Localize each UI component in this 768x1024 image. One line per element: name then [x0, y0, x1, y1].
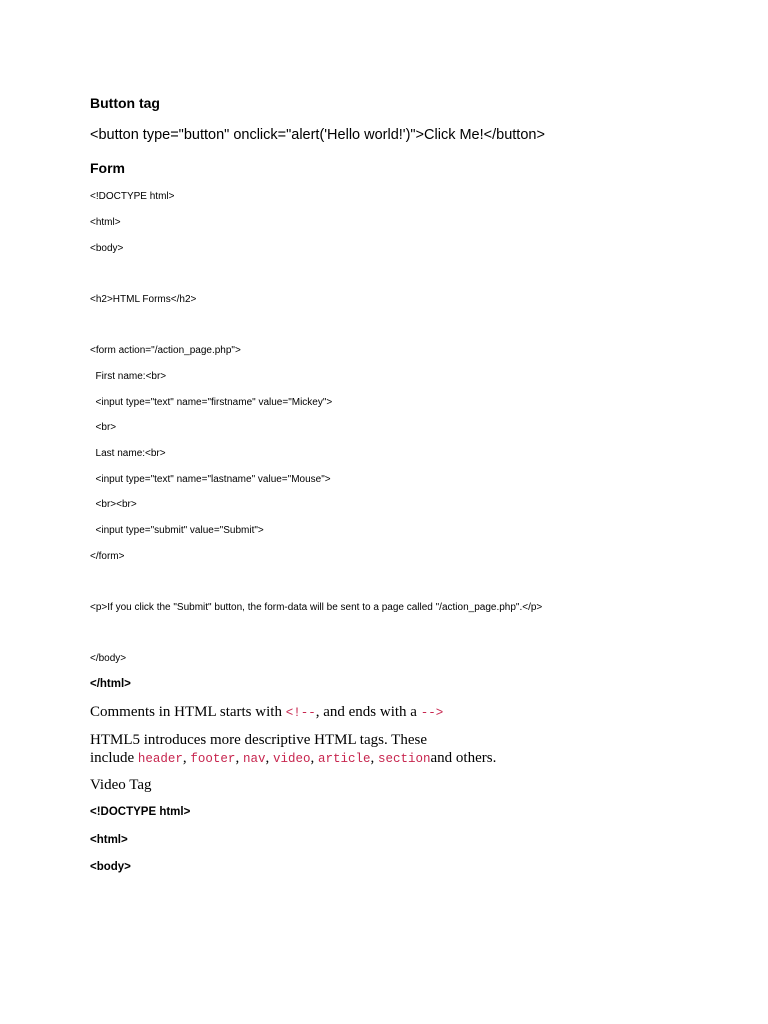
form-code-line: First name:<br>	[90, 371, 167, 382]
html5-suffix: and others.	[430, 750, 497, 766]
form-code-line: <br><br>	[90, 499, 137, 510]
html5-sentence-line2	[90, 750, 496, 767]
form-code-line: </form>	[90, 551, 125, 562]
video-code-line: <body>	[90, 861, 131, 873]
tag-separator: ,	[182, 750, 191, 766]
form-heading: Form	[90, 160, 125, 176]
comments-sentence	[90, 704, 443, 721]
html5-tag: section	[377, 752, 431, 766]
tag-separator: ,	[265, 750, 273, 766]
button-tag-code: <button type="button" onclick="alert('Hello world!')">Click Me!</button>	[90, 127, 545, 143]
html5-tag: header	[137, 752, 183, 766]
form-code-line: <!DOCTYPE html>	[90, 191, 175, 202]
form-code-line: <body>	[90, 243, 124, 254]
form-code-line: <input type="text" name="lastname" value="Mouse">	[90, 474, 331, 485]
form-code-line: </html>	[90, 678, 131, 690]
html5-tag: video	[272, 752, 311, 766]
html5-include-word: include	[90, 750, 138, 766]
html5-tag: footer	[190, 752, 236, 766]
comments-middle: , and ends with a	[315, 704, 421, 720]
form-code-line: <html>	[90, 217, 121, 228]
comment-close-tag: -->	[420, 706, 444, 720]
tag-separator: ,	[310, 750, 318, 766]
html5-tag: article	[317, 752, 371, 766]
video-tag-heading: Video Tag	[90, 777, 152, 793]
form-code-line: <input type="text" name="firstname" value="Mickey">	[90, 397, 333, 408]
form-code-line: <p>If you click the "Submit" button, the form-data will be sent to a page called "/action_page.php".</p>	[90, 602, 543, 613]
form-code-line: <br>	[90, 422, 117, 433]
form-code-line: <h2>HTML Forms</h2>	[90, 294, 197, 305]
video-code-line: <!DOCTYPE html>	[90, 806, 191, 818]
form-code-line: Last name:<br>	[90, 448, 166, 459]
form-code-line: </body>	[90, 653, 127, 664]
video-code-line: <html>	[90, 834, 128, 846]
form-code-line: <input type="submit" value="Submit">	[90, 525, 264, 536]
tag-separator: ,	[235, 750, 243, 766]
button-tag-heading: Button tag	[90, 95, 160, 111]
tag-separator: ,	[370, 750, 378, 766]
html5-tag: nav	[242, 752, 266, 766]
comments-prefix: Comments in HTML starts with	[90, 704, 286, 720]
html5-sentence-line1: HTML5 introduces more descriptive HTML tags. These	[90, 732, 428, 748]
comment-open-tag: <!--	[285, 706, 316, 720]
form-code-line: <form action="/action_page.php">	[90, 345, 241, 356]
